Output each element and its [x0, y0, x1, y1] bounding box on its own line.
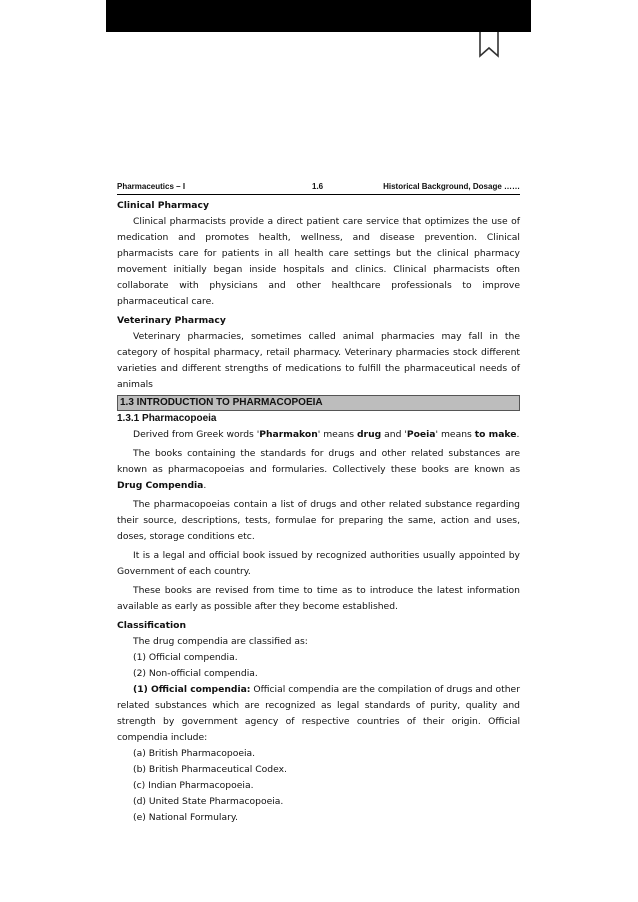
p2-text-c: . — [203, 480, 207, 491]
header-right: Historical Background, Dosage …… — [383, 182, 520, 191]
compendia-paragraph — [117, 446, 520, 494]
p1-text-d: and ' — [381, 429, 407, 440]
veterinary-heading: Veterinary Pharmacy — [117, 315, 226, 326]
classification-item: (2) Non-official compendia. — [133, 668, 258, 679]
viewer-top-bar — [106, 0, 531, 32]
legal-paragraph: It is a legal and official book issued by recognized authorities usually appointed by Government of each country. — [117, 550, 520, 577]
p1-term-pharmakon: Pharmakon — [259, 429, 318, 440]
p1-term-to-make: to make — [474, 429, 517, 440]
veterinary-paragraph: Veterinary pharmacies, sometimes called animal pharmacies may fall in the category of hospital pharmacy, retail pharmacy. Veterinary pharmacies stock different varieties and different strengths of medications to fulfill the pharmaceutical needs of animals — [117, 331, 520, 390]
official-compendia-paragraph — [117, 682, 520, 746]
classification-intro: The drug compendia are classified as: — [133, 636, 308, 647]
page-number: 1.6 — [312, 182, 324, 191]
p1-text-e: ' means — [435, 429, 475, 440]
p2-text-a: The books containing the standards for drugs and other related substances are known as pharmacopoeias and formularies. Collectively these books are known as — [117, 448, 520, 475]
document-body — [117, 198, 520, 826]
p2-term-drug-compendia: Drug Compendia — [117, 480, 204, 491]
official-compendia-label: (1) Official compendia: — [133, 684, 251, 695]
subsection-title: 1.3.1 Pharmacopoeia — [117, 413, 217, 424]
official-item: (a) British Pharmacopoeia. — [133, 748, 256, 759]
official-item: (e) National Formulary. — [133, 812, 238, 823]
clinical-heading: Clinical Pharmacy — [117, 200, 209, 211]
official-item: (c) Indian Pharmacopoeia. — [133, 780, 254, 791]
p1-text-a: Derived from Greek words ' — [133, 429, 260, 440]
contents-paragraph: The pharmacopoeias contain a list of drugs and other related substance regarding their source, descriptions, tests, formulae for preparing the same, action and uses, doses, storage conditions etc. — [117, 499, 520, 542]
classification-item: (1) Official compendia. — [133, 652, 238, 663]
classification-heading: Classification — [117, 620, 187, 631]
clinical-paragraph: Clinical pharmacists provide a direct patient care service that optimizes the use of medication and promotes health, wellness, and disease prevention. Clinical pharmacists care for patients in all health care settings but the clinical pharmacy movement initially began inside hospitals and clinics. Clinical pharmacists often collaborate with physicians and other healthcare professionals to improve pharmaceutical care. — [117, 216, 520, 307]
p1-text-c: ' means — [317, 429, 357, 440]
etymology-paragraph — [117, 427, 520, 443]
section-title: 1.3 INTRODUCTION TO PHARMACOPOEIA — [117, 395, 520, 411]
p1-term-drug: drug — [356, 429, 382, 440]
official-compendia-text: Official compendia are the compilation of drugs and other related substances which are recognized as legal standards of purity, quality and strength by government agency of respective countries of their origin. Official compendia include: — [117, 684, 520, 743]
official-item: (b) British Pharmaceutical Codex. — [133, 764, 287, 775]
official-item: (d) United State Pharmacopoeia. — [133, 796, 284, 807]
revision-paragraph: These books are revised from time to time as to introduce the latest information available as early as possible after they become established. — [117, 585, 520, 612]
page-header — [117, 182, 520, 195]
p1-text-f: . — [516, 429, 520, 440]
p1-term-poeia: Poeia — [406, 429, 436, 440]
header-left: Pharmaceutics – I — [117, 182, 186, 191]
bookmark-icon[interactable] — [478, 32, 500, 58]
